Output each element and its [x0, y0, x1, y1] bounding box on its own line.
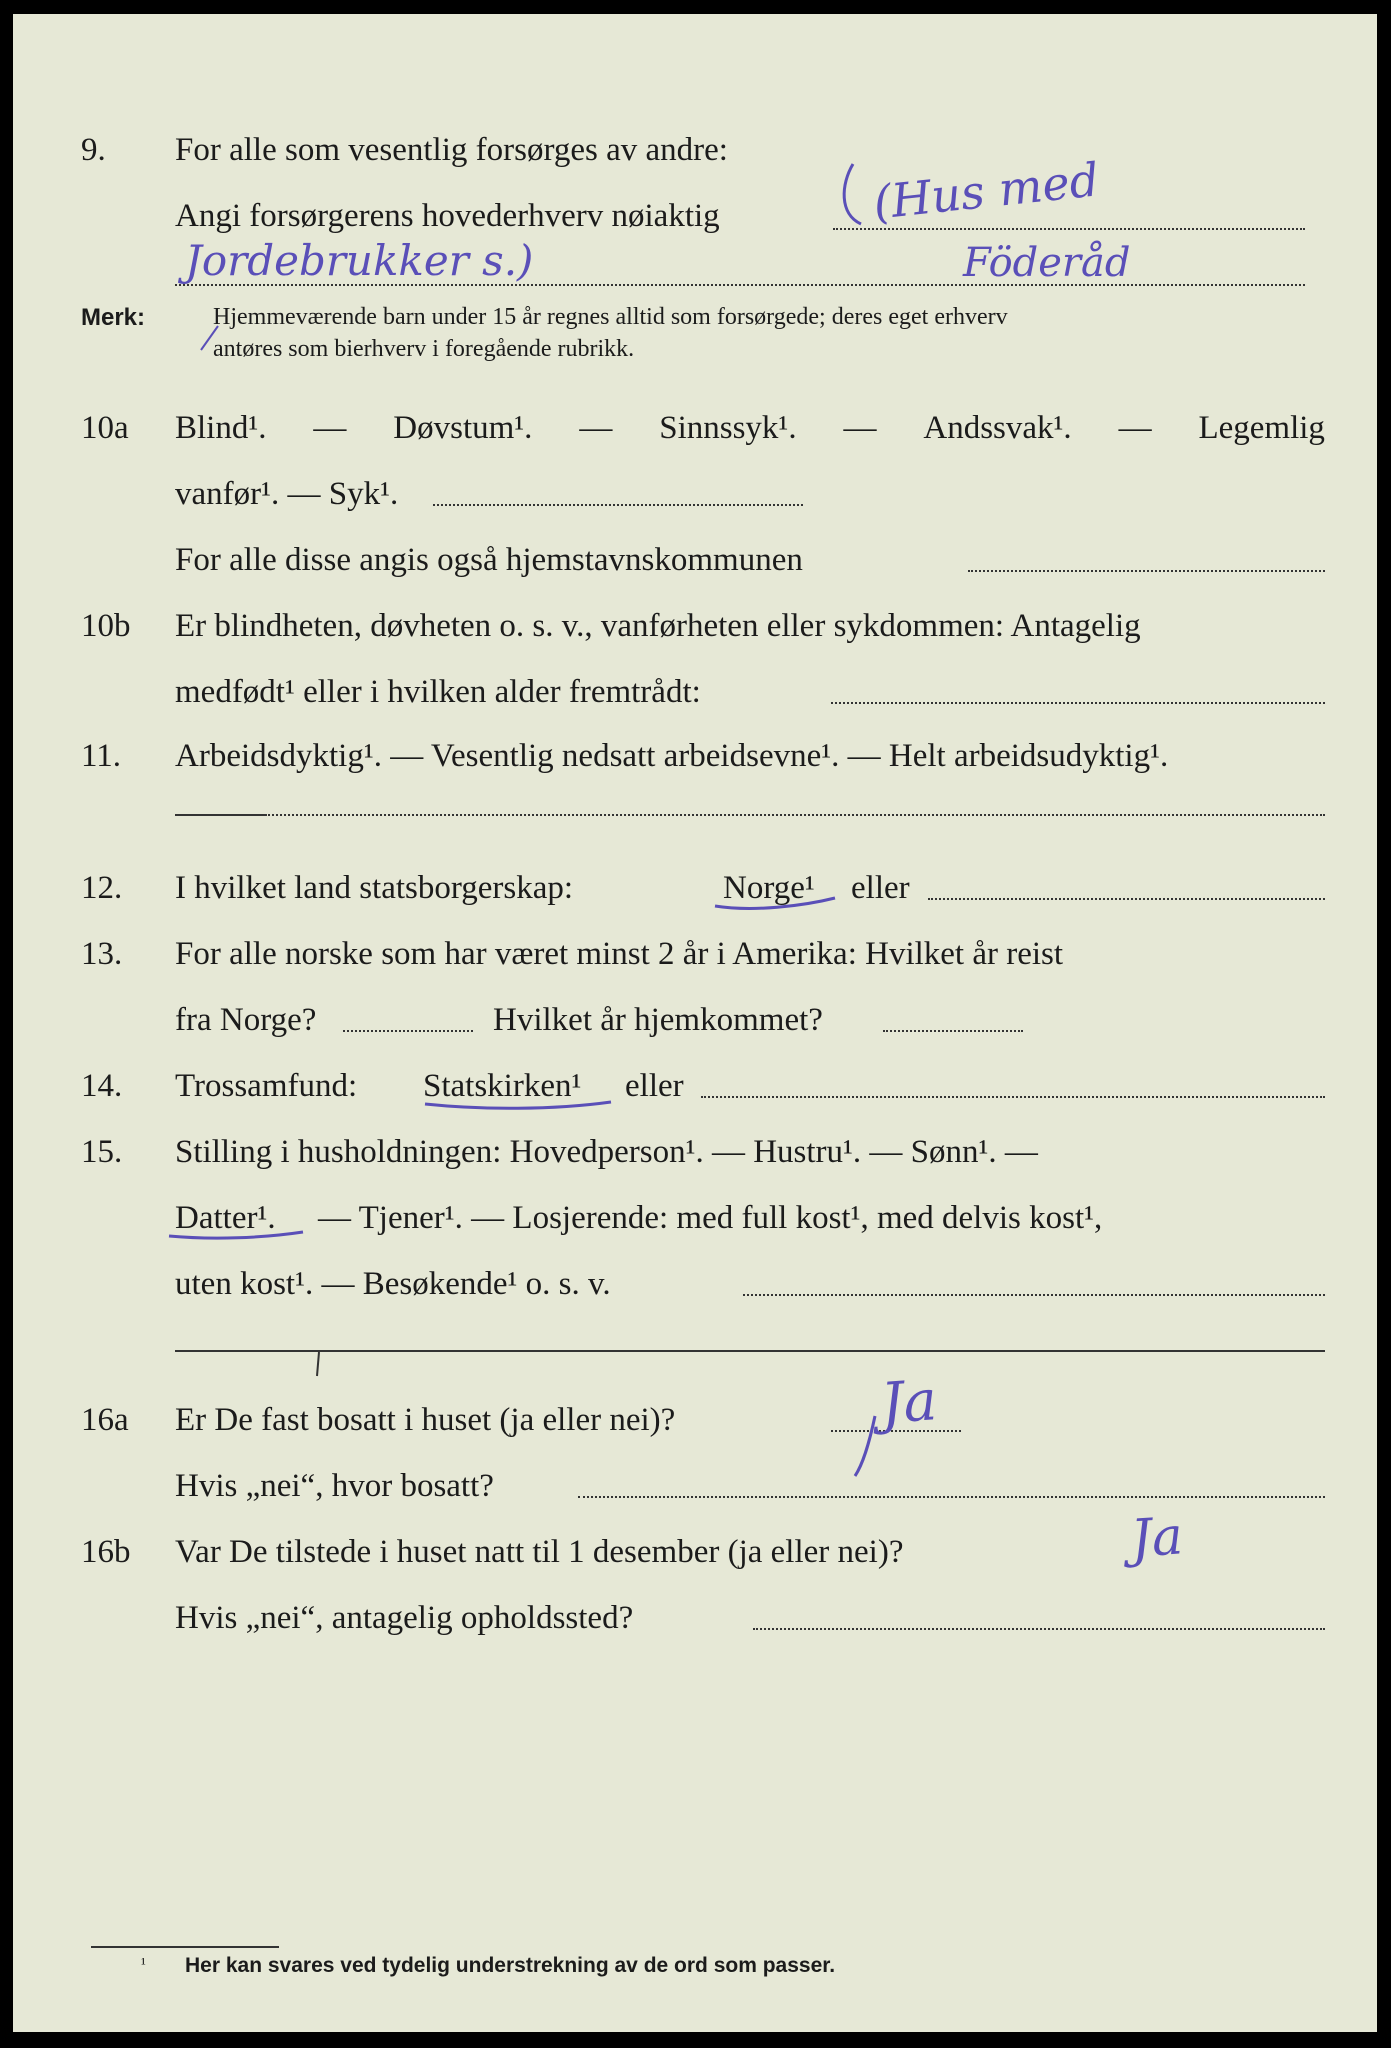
- q14-text-a: Trossamfund:: [175, 1068, 358, 1104]
- merk-line1: Hjemmeværende barn under 15 år regnes alltid som forsørgede; deres eget erhverv: [213, 304, 1008, 330]
- q12-eller: eller: [851, 870, 910, 906]
- q12-norge: Norge¹: [723, 870, 815, 906]
- q16a-line2: Hvis „nei“, hvor bosatt?: [175, 1468, 494, 1504]
- census-form-page: [13, 14, 1377, 2032]
- q16a-pen-tick: [317, 1352, 319, 1376]
- merk-pen-tick: [201, 326, 218, 350]
- footnote-marker: ¹: [141, 1956, 146, 1973]
- q16b-answer: Ja: [1128, 1506, 1185, 1570]
- q16b-line2: Hvis „nei“, antagelig opholdssted?: [175, 1600, 634, 1636]
- q10a-line3: For alle disse angis også hjemstavnskommunen: [175, 542, 803, 578]
- q15-datter-underline: [169, 1232, 303, 1238]
- q15-line1: Stilling i husholdningen: Hovedperson¹. — Hustru¹. — Sønn¹. —: [175, 1134, 1038, 1170]
- q12-text-a: I hvilket land statsborgerskap:: [175, 870, 574, 906]
- q14-number: 14.: [81, 1068, 123, 1104]
- q9-answer-c: Föderåd: [963, 240, 1131, 286]
- q10a-number: 10a: [81, 410, 129, 446]
- q16a-answer-tail: [855, 1416, 875, 1476]
- q16b-line1: Var De tilstede i huset natt til 1 desember (ja eller nei)?: [175, 1534, 904, 1570]
- q15-number: 15.: [81, 1134, 123, 1170]
- q10a-option-blind: Blind¹.: [175, 410, 267, 446]
- q10a-option-sinnssyk: Sinnssyk¹.: [659, 410, 797, 446]
- q11-number: 11.: [81, 738, 122, 774]
- q9-line2: Angi forsørgerens hovederhverv nøiaktig: [175, 198, 720, 234]
- merk-line2: antøres som bierhverv i foregående rubrikk.: [213, 336, 635, 362]
- q14-statskirken: Statskirken¹: [423, 1068, 582, 1104]
- q10a-option-andssvak: Andssvak¹.: [923, 410, 1072, 446]
- q9-answer-a: (Hus med: [870, 152, 1102, 230]
- q10b-number: 10b: [81, 608, 131, 644]
- q13-number: 13.: [81, 936, 123, 972]
- footnote-text: Her kan svares ved tydelig understrekning av de ord som passer.: [185, 1954, 836, 1977]
- q14-eller: eller: [625, 1068, 684, 1104]
- q10b-line1: Er blindheten, døvheten o. s. v., vanførheten eller sykdommen: Antagelig: [175, 608, 1141, 644]
- q13-line2-b: Hvilket år hjemkommet?: [493, 1002, 823, 1038]
- q16a-line1: Er De fast bosatt i huset (ja eller nei)?: [175, 1402, 676, 1438]
- q15-line3: uten kost¹. — Besøkende¹ o. s. v.: [175, 1266, 611, 1302]
- q10a-option-legemlig: Legemlig: [1198, 410, 1325, 446]
- q15-line2-b: — Tjener¹. — Losjerende: med full kost¹, med delvis kost¹,: [318, 1200, 1103, 1236]
- q16b-number: 16b: [81, 1534, 131, 1570]
- q12-norge-underline: [715, 898, 835, 908]
- q9-number: 9.: [81, 132, 106, 168]
- q9-answer-b: Jordebrukker s.): [185, 236, 534, 285]
- q14-statskirken-underline: [425, 1102, 611, 1108]
- q15-datter: Datter¹.: [175, 1200, 276, 1236]
- q13-line1: For alle norske som har været minst 2 år i Amerika: Hvilket år reist: [175, 936, 1064, 972]
- q12-number: 12.: [81, 870, 123, 906]
- q16a-answer: Ja: [878, 1368, 940, 1437]
- q13-line2-a: fra Norge?: [175, 1002, 317, 1038]
- q10a-option-dovstum: Døvstum¹.: [393, 410, 533, 446]
- merk-label: Merk:: [81, 304, 146, 331]
- q9-bracket-mark: [844, 164, 861, 224]
- q11-line1: Arbeidsdyktig¹. — Vesentlig nedsatt arbeidsevne¹. — Helt arbeidsudyktig¹.: [175, 738, 1169, 774]
- q10a-dash-4: —: [1118, 410, 1152, 446]
- q10b-line2: medfødt¹ eller i hvilken alder fremtrådt:: [175, 674, 701, 710]
- q10a-dash-3: —: [843, 410, 877, 446]
- q9-line1: For alle som vesentlig forsørges av andre:: [175, 132, 728, 168]
- q16a-number: 16a: [81, 1402, 129, 1438]
- q10a-dash-2: —: [579, 410, 613, 446]
- q10a-dash-1: —: [313, 410, 347, 446]
- q10a-line2: vanfør¹. — Syk¹.: [175, 476, 399, 512]
- pen-marks: [13, 14, 1377, 2032]
- footnote-rule: [91, 1946, 279, 1948]
